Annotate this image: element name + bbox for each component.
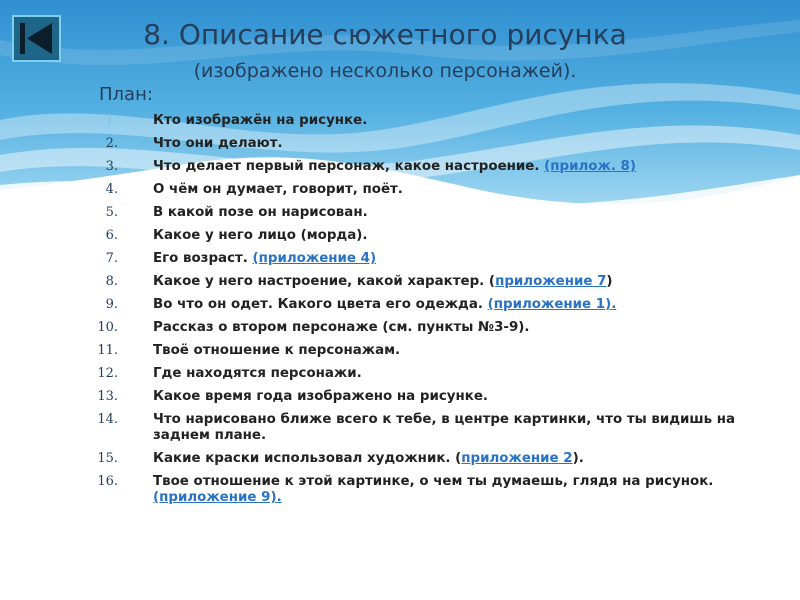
plan-item-text: Какое у него лицо (морда). xyxy=(153,228,368,243)
plan-item-number: 13. xyxy=(97,389,118,404)
plan-item xyxy=(0,297,800,313)
plan-item-number: 8. xyxy=(105,274,118,289)
plan-item xyxy=(0,182,800,198)
plan-item xyxy=(0,451,800,467)
plan-list xyxy=(0,113,800,513)
plan-item-number: 6. xyxy=(105,228,118,243)
plan-item-number: 15. xyxy=(97,451,118,466)
appendix-link[interactable]: приложение 7 xyxy=(495,274,607,289)
plan-item-number: 12. xyxy=(97,366,118,381)
plan-item-number: 3. xyxy=(105,159,118,174)
plan-item xyxy=(0,412,800,444)
plan-item xyxy=(0,113,800,129)
plan-item xyxy=(0,274,800,290)
appendix-link[interactable]: (приложение 4) xyxy=(252,251,377,266)
plan-item-suffix: ) xyxy=(606,274,613,289)
plan-item xyxy=(0,228,800,244)
plan-item-text: Что делает первый персонаж, какое настроение. xyxy=(153,159,545,174)
plan-item-text: Где находятся персонажи. xyxy=(153,366,362,381)
appendix-link[interactable]: (прилож. 8) xyxy=(544,159,636,174)
plan-item-text: Во что он одет. Какого цвета его одежда. xyxy=(153,297,488,312)
plan-item xyxy=(0,474,800,506)
plan-item-text: Что нарисовано ближе всего к тебе, в центре картинки, что ты видишь на заднем плане. xyxy=(153,412,736,443)
plan-item-number: 5. xyxy=(105,205,118,220)
back-to-start-icon xyxy=(14,17,59,60)
plan-item-text: Что они делают. xyxy=(153,136,283,151)
plan-item-text: Твое отношение к этой картинке, о чем ты думаешь, глядя на рисунок. xyxy=(153,474,714,489)
plan-item-number: 9. xyxy=(105,297,118,312)
plan-item-text: Рассказ о втором персонаже (см. пункты №3-9). xyxy=(153,320,530,335)
slide-title: 8. Описание сюжетного рисунка xyxy=(143,18,627,51)
back-to-start-button[interactable] xyxy=(12,15,61,62)
appendix-link[interactable]: (приложение 9). xyxy=(153,490,282,505)
plan-item xyxy=(0,320,800,336)
plan-item xyxy=(0,205,800,221)
plan-item-suffix: ). xyxy=(572,451,584,466)
plan-item-number: 1. xyxy=(105,113,118,128)
plan-item-number: 16. xyxy=(97,474,118,489)
plan-item-text: Какие краски использовал художник. ( xyxy=(153,451,462,466)
appendix-link[interactable]: приложение 2 xyxy=(461,451,573,466)
plan-item xyxy=(0,389,800,405)
plan-item-number: 14. xyxy=(97,412,118,427)
plan-item-number: 10. xyxy=(97,320,118,335)
plan-item xyxy=(0,343,800,359)
plan-item xyxy=(0,136,800,152)
plan-item xyxy=(0,251,800,267)
plan-item-text: Какое у него настроение, какой характер. ( xyxy=(153,274,496,289)
plan-item xyxy=(0,366,800,382)
plan-item-text: Кто изображён на рисунке. xyxy=(153,113,368,128)
plan-item-text: Его возраст. xyxy=(153,251,253,266)
plan-item-text: Какое время года изображено на рисунке. xyxy=(153,389,489,404)
plan-item-number: 4. xyxy=(105,182,118,197)
plan-item-text: О чём он думает, говорит, поёт. xyxy=(153,182,403,197)
plan-label: План: xyxy=(99,84,153,105)
plan-item-text: В какой позе он нарисован. xyxy=(153,205,368,220)
plan-item xyxy=(0,159,800,175)
plan-item-text: Твоё отношение к персонажам. xyxy=(153,343,401,358)
appendix-link[interactable]: (приложение 1). xyxy=(487,297,617,312)
slide-subtitle: (изображено несколько персонажей). xyxy=(193,60,577,82)
plan-item-number: 11. xyxy=(97,343,118,358)
plan-item-number: 2. xyxy=(105,136,118,151)
plan-item-number: 7. xyxy=(105,251,118,266)
